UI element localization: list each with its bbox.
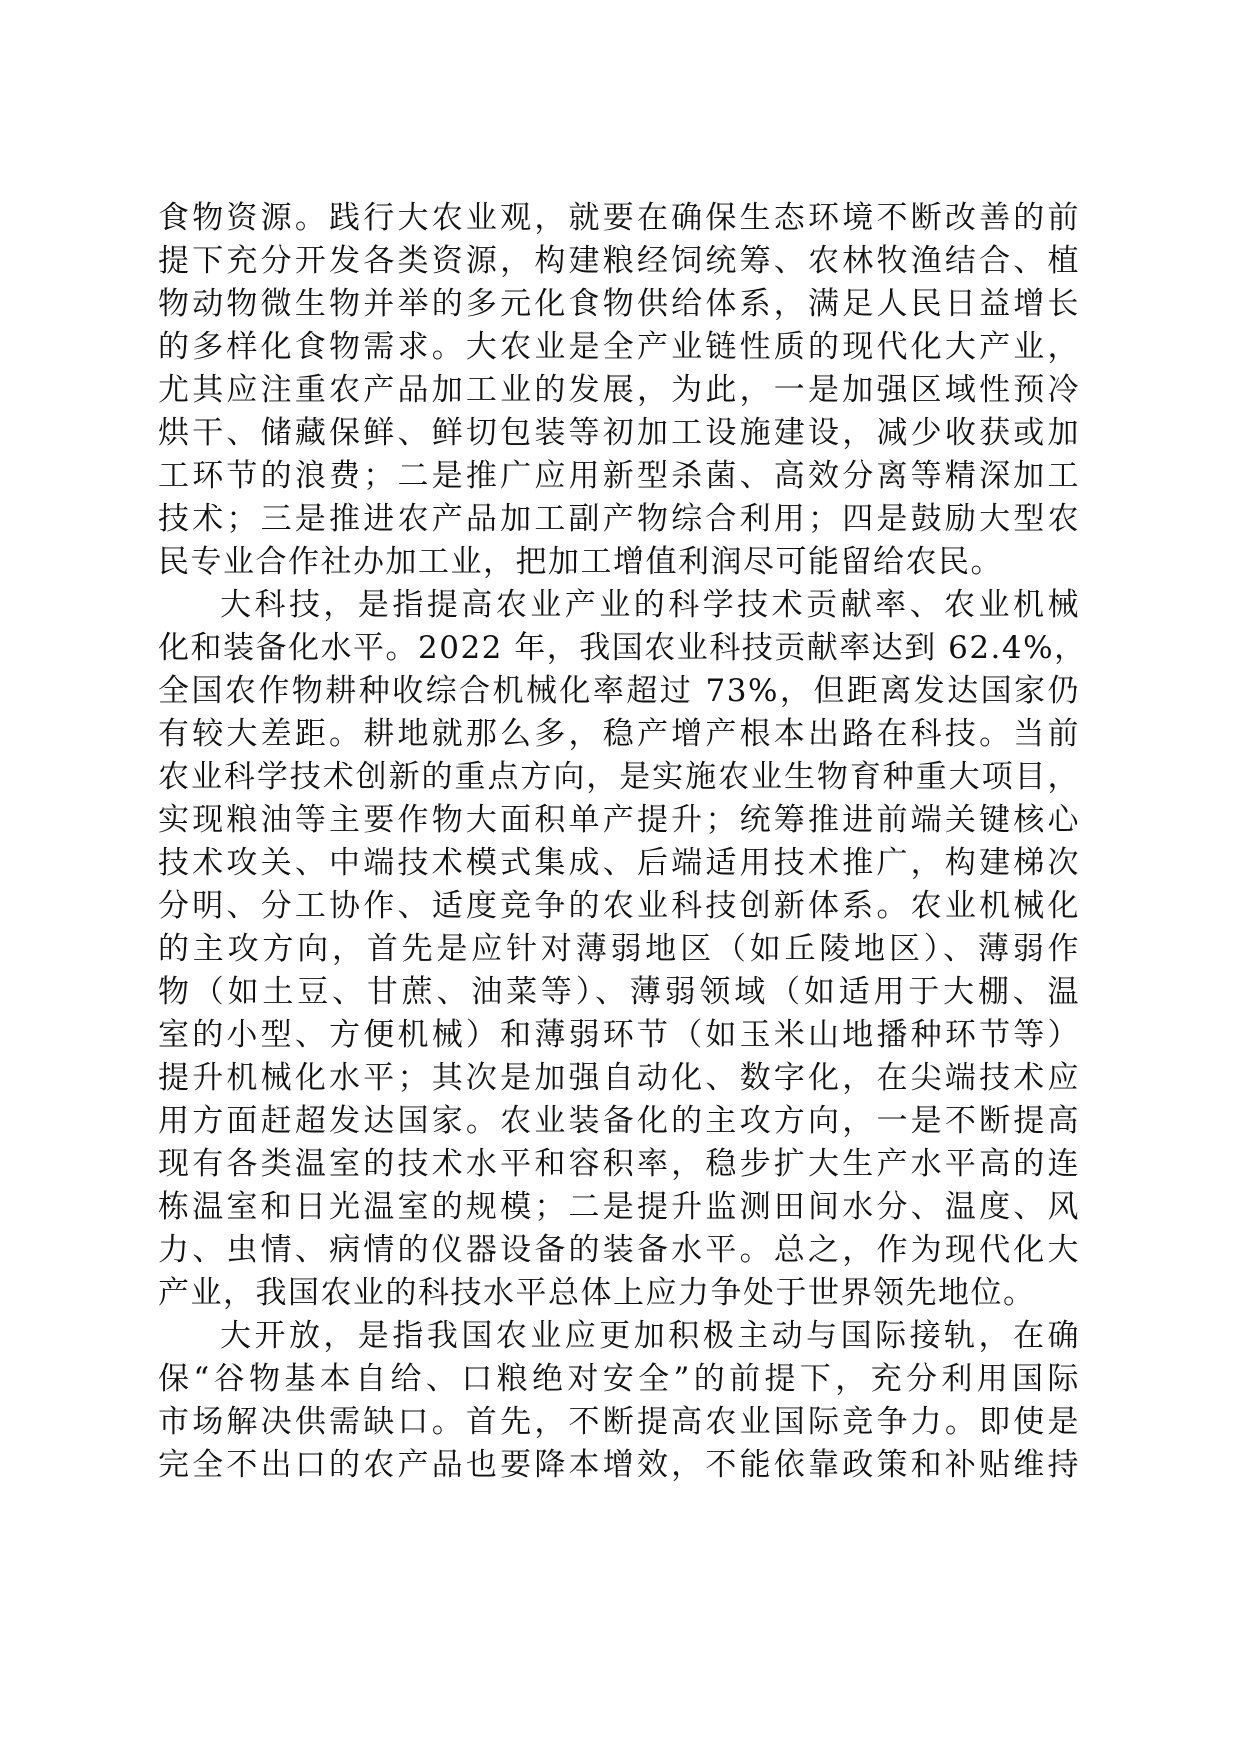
text-line: 完全不出口的农产品也要降本增效，不能依靠政策和补贴维持 — [158, 1447, 1080, 1483]
text-line: 的主攻方向，首先是应针对薄弱地区（如丘陵地区）、薄弱作 — [158, 931, 1080, 967]
text-line: 民专业合作社办加工业，把加工增值利润尽可能留给农民。 — [158, 544, 1003, 580]
text-line: 产业，我国农业的科技水平总体上应力争处于世界领先地位。 — [158, 1275, 1036, 1311]
text-line: 大科技，是指提高农业产业的科学技术贡献率、农业机械 — [220, 587, 1080, 623]
text-line: 市场解决供需缺口。首先，不断提高农业国际竞争力。即使是 — [158, 1404, 1080, 1440]
text-line: 保“谷物基本自给、口粮绝对安全”的前提下，充分利用国际 — [158, 1361, 1080, 1397]
text-line: 栋温室和日光温室的规模；二是提升监测田间水分、温度、风 — [158, 1189, 1080, 1225]
text-line: 技术攻关、中端技术模式集成、后端适用技术推广，构建梯次 — [158, 845, 1080, 881]
text-line: 提下充分开发各类资源，构建粮经饲统筹、农林牧渔结合、植 — [158, 243, 1080, 279]
text-line: 农业科学技术创新的重点方向，是实施农业生物育种重大项目， — [158, 759, 1080, 795]
text-line: 实现粮油等主要作物大面积单产提升；统筹推进前端关键核心 — [158, 802, 1080, 838]
text-line: 力、虫情、病情的仪器设备的装备水平。总之，作为现代化大 — [158, 1232, 1080, 1268]
text-line: 提升机械化水平；其次是加强自动化、数字化，在尖端技术应 — [158, 1060, 1080, 1096]
text-line: 现有各类温室的技术水平和容积率，稳步扩大生产水平高的连 — [158, 1146, 1080, 1182]
text-line: 物动物微生物并举的多元化食物供给体系，满足人民日益增长 — [158, 286, 1080, 322]
text-line: 物（如土豆、甘蔗、油菜等）、薄弱领域（如适用于大棚、温 — [158, 974, 1080, 1010]
text-line: 烘干、储藏保鲜、鲜切包装等初加工设施建设，减少收获或加 — [158, 415, 1080, 451]
text-line: 尤其应注重农产品加工业的发展，为此，一是加强区域性预冷 — [158, 372, 1080, 408]
text-line: 室的小型、方便机械）和薄弱环节（如玉米山地播种环节等） — [158, 1017, 1080, 1053]
paragraph-3 — [158, 1315, 1080, 1487]
body-text — [158, 197, 1087, 1487]
text-line: 有较大差距。耕地就那么多，稳产增产根本出路在科技。当前 — [158, 716, 1080, 752]
text-line: 的多样化食物需求。大农业是全产业链性质的现代化大产业， — [158, 329, 1080, 365]
text-line: 工环节的浪费；二是推广应用新型杀菌、高效分离等精深加工 — [158, 458, 1080, 494]
paragraph-1 — [158, 197, 1080, 584]
text-line: 用方面赶超发达国家。农业装备化的主攻方向，一是不断提高 — [158, 1103, 1080, 1139]
text-line: 技术；三是推进农产品加工副产物综合利用；四是鼓励大型农 — [158, 501, 1080, 537]
text-line: 化和装备化水平。2022 年，我国农业科技贡献率达到 62.4%， — [158, 630, 1087, 666]
text-line: 食物资源。践行大农业观，就要在确保生态环境不断改善的前 — [158, 200, 1080, 236]
paragraph-2 — [158, 584, 1087, 1315]
text-line: 大开放，是指我国农业应更加积极主动与国际接轨，在确 — [220, 1318, 1080, 1354]
text-line: 全国农作物耕种收综合机械化率超过 73%，但距离发达国家仍 — [158, 673, 1080, 709]
text-line: 分明、分工协作、适度竞争的农业科技创新体系。农业机械化 — [158, 888, 1080, 924]
